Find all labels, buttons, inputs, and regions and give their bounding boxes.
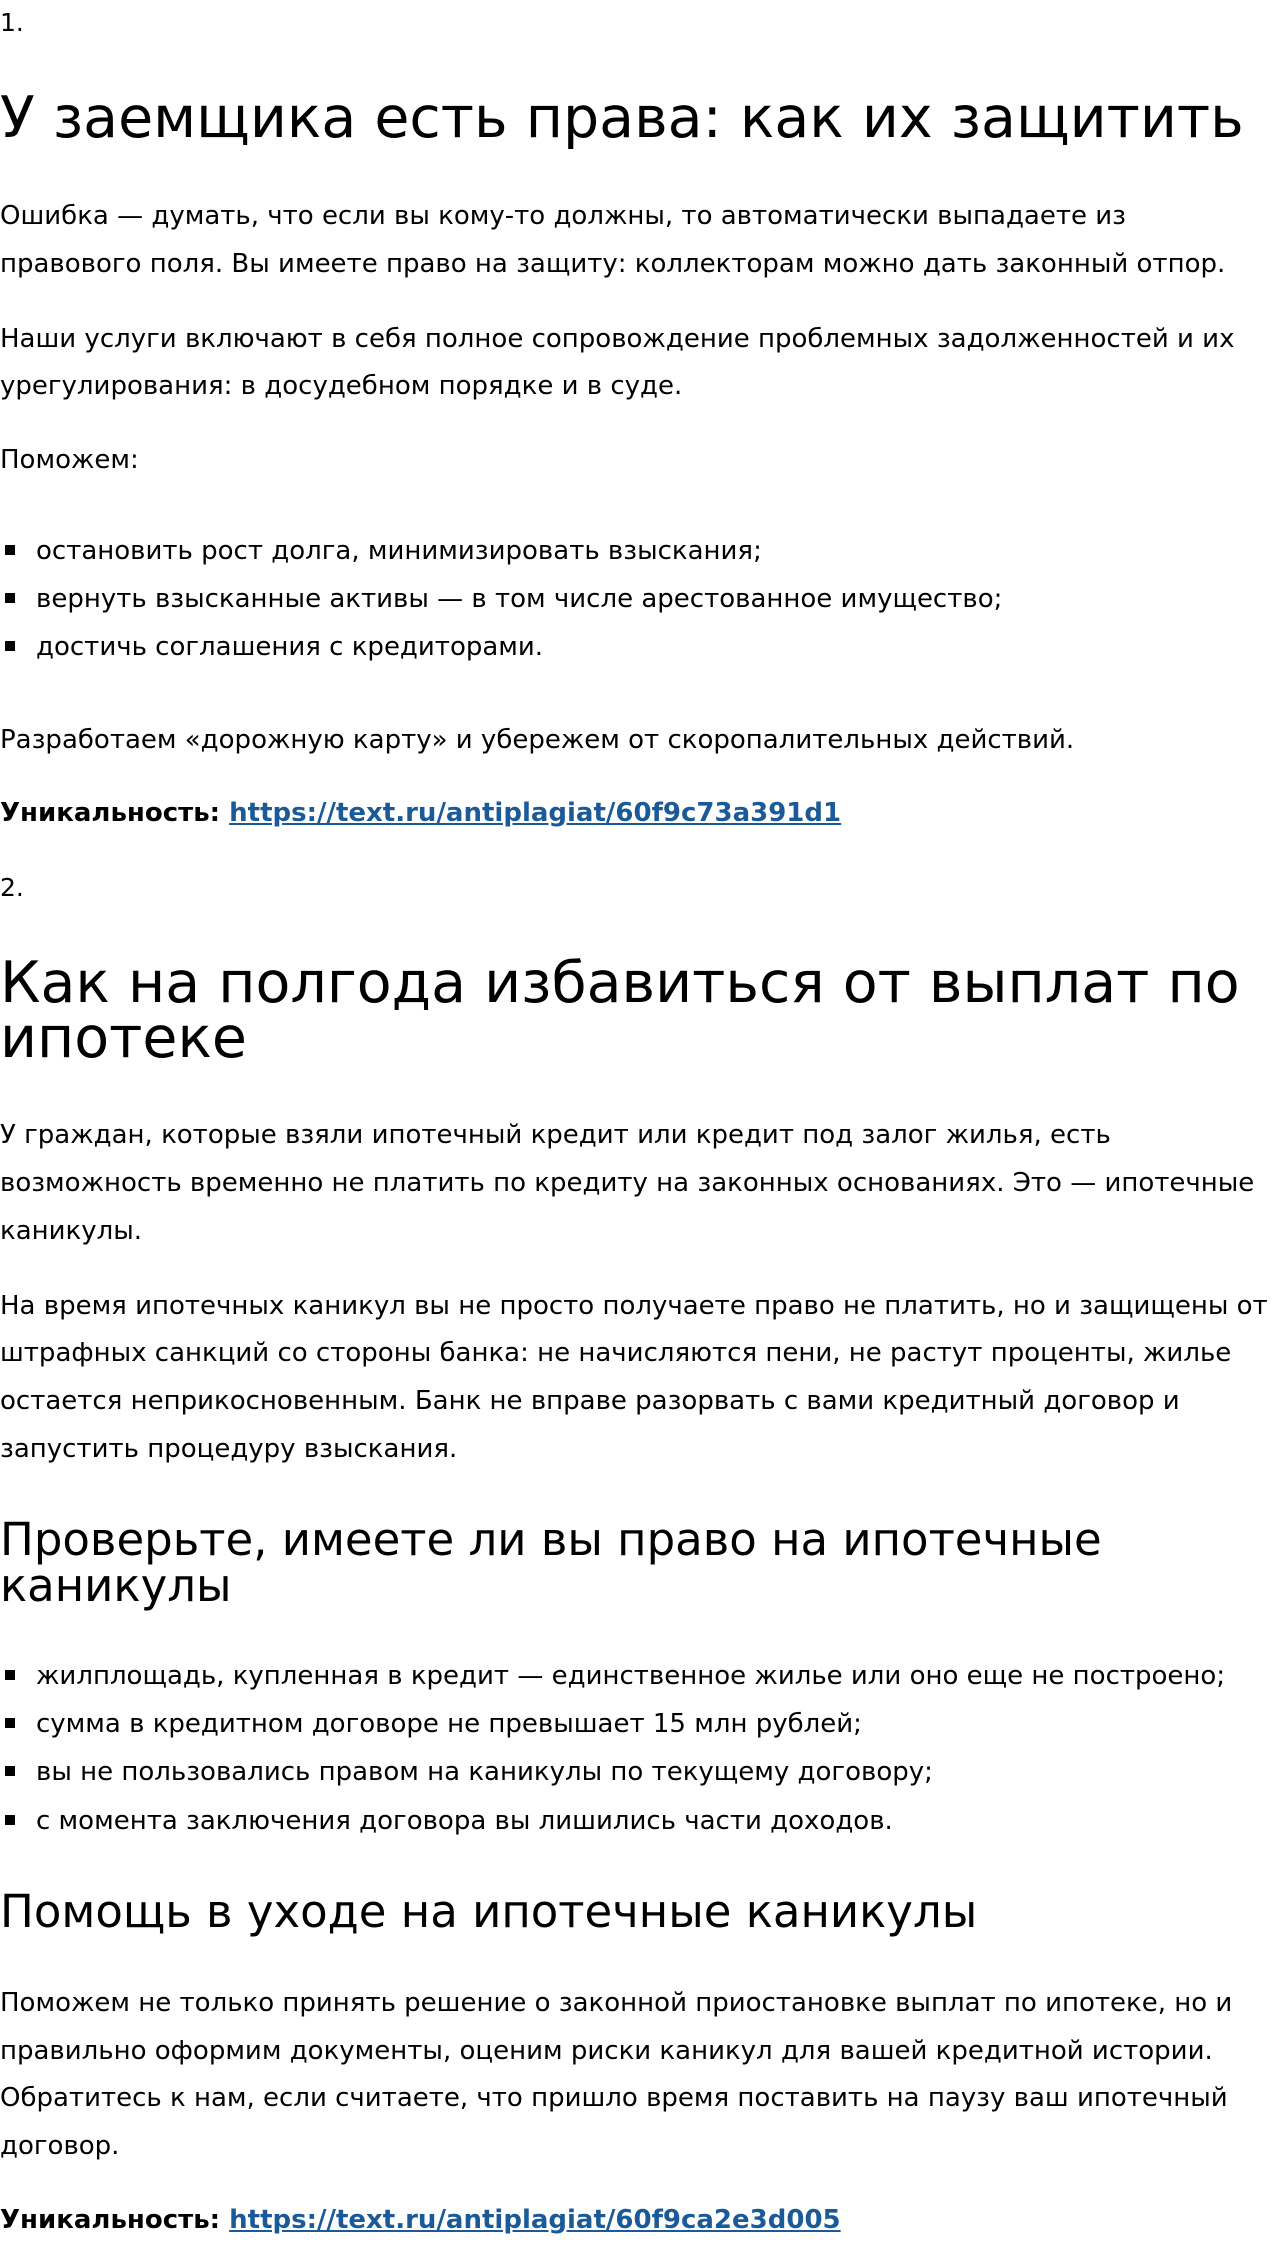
paragraph-line: урегулирования: в досудебном порядке и в суде. [0,371,683,401]
subheading-line: Проверьте, имеете ли вы право на ипотечные [0,1513,1102,1566]
bullet-icon [5,1815,15,1825]
paragraph-line: Ошибка — думать, что если вы кому-то должны, то автоматически выпадаете из [0,201,1126,231]
paragraph-line: Поможем не только принять решение о законной приостановке выплат по ипотеке, но и [0,1988,1233,2018]
list-item [0,1661,1225,1691]
paragraph-line: правильно оформим документы, оценим риски каникул для вашей кредитной истории. [0,2036,1213,2066]
bullet-icon [5,1766,15,1776]
uniqueness-link[interactable]: https://text.ru/antiplagiat/60f9c73a391d1 [229,798,842,828]
list-item [0,1806,893,1836]
bullet-icon [5,593,15,603]
list-item-text: вернуть взысканные активы — в том числе арестованное имущество; [36,584,1003,614]
list-item-text: вы не пользовались правом на каникулы по текущему договору; [36,1757,933,1787]
subheading: Помощь в уходе на ипотечные каникулы [0,1885,978,1938]
list-item-text: жилплощадь, купленная в кредит — единственное жилье или оно еще не построено; [36,1661,1226,1691]
bullet-icon [5,641,15,651]
list-item [0,632,543,662]
bullet-icon [5,545,15,555]
section-title-line: ипотеке [0,1005,247,1071]
bullet-icon [5,1718,15,1728]
paragraph-line: На время ипотечных каникул вы не просто получаете право не платить, но и защищены от [0,1291,1268,1321]
list-item [0,1709,862,1739]
list-item-text: с момента заключения договора вы лишились части доходов. [36,1806,893,1836]
uniqueness-label: Уникальность: [0,2205,221,2235]
uniqueness-line [0,797,841,829]
section-title-line: Как на полгода избавиться от выплат по [0,950,1240,1016]
paragraph-line: договор. [0,2131,120,2161]
subheading-line: каникулы [0,1559,232,1612]
list-item-text: достичь соглашения с кредиторами. [36,632,544,662]
paragraph-line: возможность временно не платить по кредиту на законных основаниях. Это — ипотечные [0,1168,1255,1198]
paragraph-line: каникулы. [0,1216,143,1246]
section-title: У заемщика есть права: как их защитить [0,85,1244,151]
list-item [0,584,1002,614]
paragraph-line: Обратитесь к нам, если считаете, что пришло время поставить на паузу ваш ипотечный [0,2083,1228,2113]
uniqueness-link[interactable]: https://text.ru/antiplagiat/60f9ca2e3d005 [229,2205,841,2235]
paragraph-line: Наши услуги включают в себя полное сопровождение проблемных задолженностей и их [0,324,1235,354]
paragraph-line: правового поля. Вы имеете право на защиту: коллекторам можно дать законный отпор. [0,249,1226,279]
paragraph-line: остается неприкосновенным. Банк не вправе разорвать с вами кредитный договор и [0,1386,1180,1416]
section-number: 1. [0,8,24,37]
paragraph-line: штрафных санкций со стороны банка: не начисляются пени, не растут проценты, жилье [0,1338,1232,1368]
list-item [0,536,762,566]
list-item [0,1757,933,1787]
paragraph-line: Разработаем «дорожную карту» и убережем от скоропалительных действий. [0,725,1075,755]
section-number: 2. [0,873,24,902]
uniqueness-label: Уникальность: [0,798,221,828]
paragraph-line: запустить процедуру взыскания. [0,1434,458,1464]
paragraph-line: Поможем: [0,445,139,475]
list-item-text: сумма в кредитном договоре не превышает 15 млн рублей; [36,1709,862,1739]
bullet-icon [5,1670,15,1680]
uniqueness-line [0,2204,841,2236]
paragraph-line: У граждан, которые взяли ипотечный кредит или кредит под залог жилья, есть [0,1120,1111,1150]
list-item-text: остановить рост долга, минимизировать взыскания; [36,536,762,566]
